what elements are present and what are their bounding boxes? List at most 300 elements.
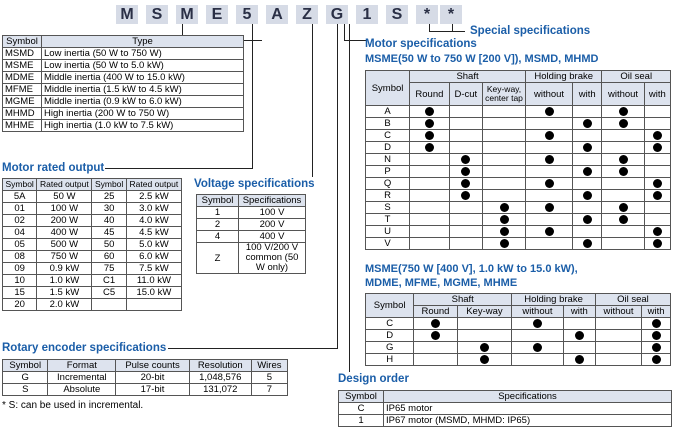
t2-sub-header: Round bbox=[414, 306, 457, 318]
spec-cell bbox=[410, 226, 450, 238]
table-row bbox=[366, 142, 671, 154]
spec-cell bbox=[483, 214, 526, 226]
spec-cell bbox=[526, 214, 573, 226]
rated-value: 750 W bbox=[37, 251, 92, 263]
spec-cell bbox=[602, 154, 644, 166]
bullet-icon bbox=[545, 179, 554, 188]
table-row bbox=[366, 330, 671, 342]
spec-cell bbox=[512, 318, 564, 330]
rated-symbol: 75 bbox=[92, 263, 126, 275]
spec-symbol: H bbox=[366, 354, 414, 366]
rated-output-title: Motor rated output bbox=[2, 162, 105, 174]
spec-symbol: R bbox=[366, 190, 410, 202]
table-row bbox=[366, 342, 671, 354]
spec-cell bbox=[410, 214, 450, 226]
bullet-icon bbox=[431, 319, 440, 328]
spec-cell bbox=[573, 226, 602, 238]
encoder-header: Format bbox=[48, 360, 116, 372]
spec-cell bbox=[644, 214, 670, 226]
rated-value: 0.9 kW bbox=[37, 263, 92, 275]
rated-symbol: 30 bbox=[92, 203, 126, 215]
rated-value: 4.5 kW bbox=[126, 227, 181, 239]
spec-cell bbox=[526, 130, 573, 142]
spec-symbol: V bbox=[366, 238, 410, 250]
design-order-table bbox=[338, 390, 672, 427]
spec-cell bbox=[573, 154, 602, 166]
table-row bbox=[366, 106, 671, 118]
spec-cell bbox=[526, 238, 573, 250]
voltage-symbol: 4 bbox=[197, 231, 239, 243]
spec-cell bbox=[573, 238, 602, 250]
rated-symbol: 09 bbox=[3, 263, 37, 275]
spec-cell bbox=[449, 202, 482, 214]
bullet-icon bbox=[653, 131, 662, 140]
type-header-symbol: Symbol bbox=[3, 36, 42, 48]
spec-cell bbox=[457, 318, 512, 330]
rated-symbol: C1 bbox=[92, 275, 126, 287]
rated-symbol: 04 bbox=[3, 227, 37, 239]
spec-cell bbox=[573, 178, 602, 190]
spec-cell bbox=[483, 118, 526, 130]
spec-cell bbox=[595, 342, 641, 354]
spec-cell bbox=[563, 318, 595, 330]
voltage-spec: 100 V bbox=[239, 207, 306, 219]
spec-cell bbox=[602, 214, 644, 226]
bullet-icon bbox=[652, 355, 661, 364]
spec-cell bbox=[526, 118, 573, 130]
spec-cell bbox=[642, 354, 671, 366]
bullet-icon bbox=[533, 319, 542, 328]
spec-cell bbox=[602, 118, 644, 130]
table-row bbox=[366, 202, 671, 214]
spec-cell bbox=[602, 190, 644, 202]
rated-value: 500 W bbox=[37, 239, 92, 251]
table-row bbox=[366, 130, 671, 142]
table-row bbox=[3, 275, 182, 287]
table-row bbox=[366, 178, 671, 190]
connector-line bbox=[337, 24, 338, 349]
connector-line bbox=[168, 348, 338, 349]
rated-symbol: 20 bbox=[3, 299, 37, 311]
type-header-type: Type bbox=[42, 36, 244, 48]
bullet-icon bbox=[461, 179, 470, 188]
table-row bbox=[3, 191, 182, 203]
spec-cell bbox=[483, 178, 526, 190]
rated-value: 11.0 kW bbox=[126, 275, 181, 287]
bullet-icon bbox=[619, 203, 628, 212]
code-char: M bbox=[176, 5, 198, 24]
code-char: * bbox=[440, 5, 462, 24]
table-row bbox=[366, 214, 671, 226]
spec-cell bbox=[526, 226, 573, 238]
rated-value: 7.5 kW bbox=[126, 263, 181, 275]
spec-cell bbox=[526, 142, 573, 154]
bullet-icon bbox=[425, 131, 434, 140]
rated-symbol: 5A bbox=[3, 191, 37, 203]
spec-cell bbox=[483, 202, 526, 214]
bullet-icon bbox=[500, 227, 509, 236]
code-char: A bbox=[266, 5, 288, 24]
spec-cell bbox=[573, 118, 602, 130]
encoder-cell: 1,048,576 bbox=[189, 372, 251, 384]
bullet-icon bbox=[652, 319, 661, 328]
bullet-icon bbox=[461, 191, 470, 200]
bullet-icon bbox=[619, 167, 628, 176]
spec-cell bbox=[595, 318, 641, 330]
table-row bbox=[3, 251, 182, 263]
rated-symbol: 02 bbox=[3, 215, 37, 227]
rated-value: 2.5 kW bbox=[126, 191, 181, 203]
motor-specs-title: Motor specifications bbox=[365, 38, 477, 50]
rated-value: 2.0 kW bbox=[37, 299, 92, 311]
t2-sub-header: without bbox=[512, 306, 564, 318]
spec-cell bbox=[483, 226, 526, 238]
encoder-cell: 17-bit bbox=[116, 384, 190, 396]
bullet-icon bbox=[480, 343, 489, 352]
bullet-icon bbox=[545, 107, 554, 116]
rated-header: Rated output bbox=[37, 179, 92, 191]
t1-group-brake: Holding brake bbox=[526, 71, 602, 83]
spec-symbol: P bbox=[366, 166, 410, 178]
table-row bbox=[3, 384, 288, 396]
bullet-icon bbox=[461, 167, 470, 176]
spec-cell bbox=[526, 202, 573, 214]
rated-symbol: 50 bbox=[92, 239, 126, 251]
design-spec: IP65 motor bbox=[384, 403, 672, 415]
spec-cell bbox=[602, 142, 644, 154]
t1-sub-header: with bbox=[644, 83, 670, 106]
spec-cell bbox=[410, 166, 450, 178]
table-row bbox=[339, 403, 672, 415]
type-symbol: MHME bbox=[3, 120, 42, 132]
spec-cell bbox=[602, 202, 644, 214]
spec-cell bbox=[602, 226, 644, 238]
t2-symbol-header: Symbol bbox=[366, 294, 414, 318]
bullet-icon bbox=[533, 343, 542, 352]
bullet-icon bbox=[425, 143, 434, 152]
bullet-icon bbox=[652, 331, 661, 340]
type-description: High inertia (1.0 kW to 7.5 kW) bbox=[42, 120, 244, 132]
spec-cell bbox=[602, 238, 644, 250]
spec-cell bbox=[410, 130, 450, 142]
type-description: Low inertia (50 W to 5.0 kW) bbox=[42, 60, 244, 72]
design-symbol: C bbox=[339, 403, 384, 415]
spec-cell bbox=[410, 154, 450, 166]
t2-sub-header: without bbox=[595, 306, 641, 318]
spec-cell bbox=[573, 130, 602, 142]
encoder-cell: S bbox=[3, 384, 48, 396]
spec-cell bbox=[457, 330, 512, 342]
rated-value: 4.0 kW bbox=[126, 215, 181, 227]
spec-cell bbox=[410, 238, 450, 250]
spec-cell bbox=[512, 330, 564, 342]
spec-cell bbox=[410, 118, 450, 130]
spec-cell bbox=[414, 342, 457, 354]
spec-cell bbox=[414, 318, 457, 330]
design-header: Symbol bbox=[339, 391, 384, 403]
spec-cell bbox=[410, 106, 450, 118]
bullet-icon bbox=[425, 119, 434, 128]
spec-cell bbox=[644, 106, 670, 118]
bullet-icon bbox=[545, 131, 554, 140]
bullet-icon bbox=[480, 355, 489, 364]
rated-header: Symbol bbox=[3, 179, 37, 191]
table-row bbox=[366, 166, 671, 178]
rated-symbol bbox=[92, 299, 126, 311]
type-description: Middle inertia (0.9 kW to 6.0 kW) bbox=[42, 96, 244, 108]
spec-cell bbox=[449, 166, 482, 178]
spec-cell bbox=[526, 106, 573, 118]
voltage-symbol: 2 bbox=[197, 219, 239, 231]
table-row bbox=[3, 48, 244, 60]
spec-cell bbox=[449, 154, 482, 166]
code-char: S bbox=[146, 5, 168, 24]
rated-value: 400 W bbox=[37, 227, 92, 239]
voltage-header: Specifications bbox=[239, 195, 306, 207]
spec-cell bbox=[449, 190, 482, 202]
type-symbol: MSME bbox=[3, 60, 42, 72]
rated-value: 6.0 kW bbox=[126, 251, 181, 263]
encoder-cell: 131,072 bbox=[189, 384, 251, 396]
bullet-icon bbox=[461, 155, 470, 164]
spec-cell bbox=[602, 106, 644, 118]
spec-cell bbox=[526, 166, 573, 178]
spec-cell bbox=[449, 118, 482, 130]
spec-cell bbox=[602, 130, 644, 142]
spec-cell bbox=[644, 130, 670, 142]
connector-line bbox=[349, 24, 350, 372]
spec-symbol: C bbox=[366, 318, 414, 330]
table-row bbox=[366, 354, 671, 366]
connector-line bbox=[244, 40, 262, 41]
rated-symbol: C5 bbox=[92, 287, 126, 299]
voltage-symbol: 1 bbox=[197, 207, 239, 219]
type-description: Low inertia (50 W to 750 W) bbox=[42, 48, 244, 60]
spec-cell bbox=[410, 202, 450, 214]
spec-cell bbox=[449, 226, 482, 238]
rated-value: 100 W bbox=[37, 203, 92, 215]
t1-sub-header: without bbox=[526, 83, 573, 106]
rated-symbol: 10 bbox=[3, 275, 37, 287]
spec-cell bbox=[642, 330, 671, 342]
rated-value: 1.5 kW bbox=[37, 287, 92, 299]
t1-symbol-header: Symbol bbox=[366, 71, 410, 106]
rated-value: 5.0 kW bbox=[126, 239, 181, 251]
rated-symbol: 40 bbox=[92, 215, 126, 227]
motor-specs-subtitle-2b: MDME, MFME, MGME, MHME bbox=[365, 277, 518, 289]
spec-cell bbox=[512, 354, 564, 366]
type-symbol: MSMD bbox=[3, 48, 42, 60]
table-row bbox=[3, 263, 182, 275]
spec-cell bbox=[483, 154, 526, 166]
spec-cell bbox=[457, 342, 512, 354]
spec-cell bbox=[644, 202, 670, 214]
spec-symbol: U bbox=[366, 226, 410, 238]
rated-value: 200 W bbox=[37, 215, 92, 227]
spec-symbol: T bbox=[366, 214, 410, 226]
connector-line bbox=[344, 24, 345, 41]
spec-cell bbox=[457, 354, 512, 366]
spec-cell bbox=[526, 178, 573, 190]
t2-group-brake: Holding brake bbox=[512, 294, 596, 306]
t2-group-oil-seal: Oil seal bbox=[595, 294, 670, 306]
type-symbol: MGME bbox=[3, 96, 42, 108]
spec-cell bbox=[644, 154, 670, 166]
type-description: Middle inertia (400 W to 15.0 kW) bbox=[42, 72, 244, 84]
spec-cell bbox=[563, 342, 595, 354]
rated-header: Rated output bbox=[126, 179, 181, 191]
spec-cell bbox=[410, 190, 450, 202]
spec-symbol: G bbox=[366, 342, 414, 354]
type-symbol: MHMD bbox=[3, 108, 42, 120]
voltage-header: Symbol bbox=[197, 195, 239, 207]
spec-cell bbox=[449, 214, 482, 226]
bullet-icon bbox=[500, 215, 509, 224]
t1-group-shaft: Shaft bbox=[410, 71, 526, 83]
design-symbol: 1 bbox=[339, 415, 384, 427]
bullet-icon bbox=[500, 203, 509, 212]
bullet-icon bbox=[653, 143, 662, 152]
spec-symbol: D bbox=[366, 330, 414, 342]
spec-cell bbox=[563, 354, 595, 366]
rated-symbol: 08 bbox=[3, 251, 37, 263]
bullet-icon bbox=[653, 239, 662, 248]
encoder-cell: 5 bbox=[251, 372, 287, 384]
bullet-icon bbox=[545, 203, 554, 212]
spec-cell bbox=[642, 342, 671, 354]
bullet-icon bbox=[575, 331, 584, 340]
voltage-spec: 100 V/200 V common (50 W only) bbox=[239, 243, 306, 274]
table-row bbox=[3, 215, 182, 227]
table-row bbox=[3, 227, 182, 239]
bullet-icon bbox=[583, 239, 592, 248]
encoder-cell: 7 bbox=[251, 384, 287, 396]
spec-cell bbox=[573, 142, 602, 154]
motor-specs-table-1 bbox=[365, 70, 671, 250]
bullet-icon bbox=[652, 343, 661, 352]
table-row bbox=[3, 120, 244, 132]
table-row bbox=[366, 118, 671, 130]
code-char: 1 bbox=[356, 5, 378, 24]
spec-cell bbox=[644, 238, 670, 250]
table-row bbox=[3, 299, 182, 311]
type-symbol: MDME bbox=[3, 72, 42, 84]
bullet-icon bbox=[619, 215, 628, 224]
spec-cell bbox=[449, 106, 482, 118]
connector-line bbox=[252, 24, 253, 169]
type-symbol: MFME bbox=[3, 84, 42, 96]
spec-cell bbox=[573, 202, 602, 214]
encoder-cell: G bbox=[3, 372, 48, 384]
connector-line bbox=[344, 40, 366, 41]
spec-symbol: A bbox=[366, 106, 410, 118]
rated-symbol: 25 bbox=[92, 191, 126, 203]
bullet-icon bbox=[619, 107, 628, 116]
rated-header: Symbol bbox=[92, 179, 126, 191]
t2-group-shaft: Shaft bbox=[414, 294, 512, 306]
bullet-icon bbox=[575, 355, 584, 364]
t1-sub-header: D-cut bbox=[449, 83, 482, 106]
table-row bbox=[366, 318, 671, 330]
spec-cell bbox=[410, 142, 450, 154]
spec-cell bbox=[602, 178, 644, 190]
bullet-icon bbox=[583, 167, 592, 176]
bullet-icon bbox=[619, 155, 628, 164]
spec-cell bbox=[526, 154, 573, 166]
spec-cell bbox=[483, 142, 526, 154]
spec-cell bbox=[563, 330, 595, 342]
spec-cell bbox=[573, 214, 602, 226]
spec-cell bbox=[644, 178, 670, 190]
spec-cell bbox=[595, 354, 641, 366]
bullet-icon bbox=[583, 191, 592, 200]
code-char: * bbox=[416, 5, 438, 24]
table-row bbox=[197, 231, 306, 243]
connector-line bbox=[312, 24, 313, 177]
table-row bbox=[3, 203, 182, 215]
spec-cell bbox=[526, 190, 573, 202]
motor-specs-subtitle-2a: MSME(750 W [400 V], 1.0 kW to 15.0 kW), bbox=[365, 263, 578, 275]
bullet-icon bbox=[500, 239, 509, 248]
spec-symbol: B bbox=[366, 118, 410, 130]
encoder-cell: 20-bit bbox=[116, 372, 190, 384]
design-order-title: Design order bbox=[338, 373, 409, 385]
bullet-icon bbox=[653, 227, 662, 236]
motor-specs-subtitle-1: MSME(50 W to 750 W [200 V]), MSMD, MHMD bbox=[365, 53, 599, 65]
voltage-table bbox=[196, 194, 306, 274]
bullet-icon bbox=[653, 191, 662, 200]
code-char: 5 bbox=[236, 5, 258, 24]
table-row bbox=[3, 60, 244, 72]
bullet-icon bbox=[431, 331, 440, 340]
motor-specs-table-2 bbox=[365, 293, 671, 366]
spec-cell bbox=[483, 166, 526, 178]
spec-cell bbox=[449, 178, 482, 190]
spec-cell bbox=[414, 354, 457, 366]
rated-output-table bbox=[2, 178, 182, 311]
spec-cell bbox=[644, 226, 670, 238]
code-char: E bbox=[206, 5, 228, 24]
bullet-icon bbox=[583, 119, 592, 128]
design-header: Specifications bbox=[384, 391, 672, 403]
spec-cell bbox=[573, 106, 602, 118]
special-specifications-label: Special specifications bbox=[470, 25, 591, 37]
rated-value: 1.0 kW bbox=[37, 275, 92, 287]
encoder-header: Pulse counts bbox=[116, 360, 190, 372]
spec-cell bbox=[512, 342, 564, 354]
connector-line bbox=[105, 168, 253, 169]
spec-cell bbox=[483, 130, 526, 142]
voltage-spec: 400 V bbox=[239, 231, 306, 243]
spec-cell bbox=[573, 190, 602, 202]
code-char: S bbox=[386, 5, 408, 24]
table-row bbox=[197, 243, 306, 274]
rated-symbol: 01 bbox=[3, 203, 37, 215]
code-char: M bbox=[116, 5, 138, 24]
encoder-table bbox=[2, 359, 288, 396]
spec-cell bbox=[483, 190, 526, 202]
bullet-icon bbox=[619, 119, 628, 128]
rated-value: 3.0 kW bbox=[126, 203, 181, 215]
spec-cell bbox=[414, 330, 457, 342]
table-row bbox=[3, 239, 182, 251]
spec-symbol: Q bbox=[366, 178, 410, 190]
spec-symbol: N bbox=[366, 154, 410, 166]
rated-value: 15.0 kW bbox=[126, 287, 181, 299]
voltage-title: Voltage specifications bbox=[194, 178, 315, 190]
spec-symbol: C bbox=[366, 130, 410, 142]
spec-cell bbox=[644, 190, 670, 202]
